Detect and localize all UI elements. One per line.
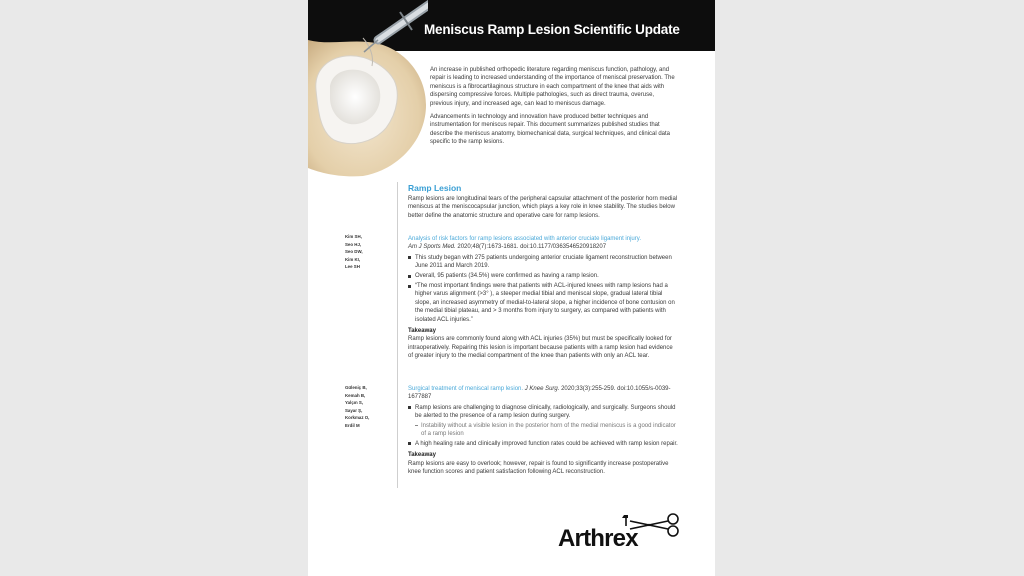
sub-bullets: [415, 422, 678, 439]
bullet-text: Ramp lesions are challenging to diagnose clinically, radiologically, and surgically. Surgeons should be alerted to the presence of a ramp lesion during surgery.: [415, 404, 676, 420]
study2-block: [408, 385, 678, 477]
list-item: This study began with 275 patients undergoing anterior cruciate ligament reconstruction between June 2011 and March 2019.: [408, 254, 678, 271]
study1-bullets: [408, 254, 678, 324]
study1-takeaway-text: Ramp lesions are commonly found along with ACL injuries (35%) but must be specifically looked for intraoperatively. Repairing this lesion is important because patients with a ramp lesion had evidence of greater injury to the medial compartment of the knee than patients with only an ACL tear.: [408, 336, 673, 360]
author: Seo DW,: [345, 249, 363, 255]
study2-bullets: [408, 404, 678, 449]
list-item: [408, 404, 678, 439]
intro-section: [430, 66, 676, 152]
author: Lee SH: [345, 264, 360, 270]
scissors-icon: [616, 512, 682, 538]
author: Kim KI,: [345, 256, 361, 262]
column-divider: [397, 182, 398, 488]
author: Seo HJ,: [345, 241, 362, 247]
study1-reference: [408, 235, 678, 252]
list-item: A high healing rate and clinically improved function rates could be achieved with ramp lesion repair.: [408, 440, 678, 448]
study2-takeaway-heading: Takeaway: [408, 452, 436, 459]
author: Güleniç B,: [345, 385, 367, 390]
study1-journal: Am J Sports Med.: [408, 244, 456, 251]
author: Yalçın S,: [345, 400, 364, 406]
section-heading-ramp-lesion: Ramp Lesion: [408, 183, 462, 193]
study2-journal: J Knee Surg.: [524, 386, 560, 392]
author: Sayar Ş,: [345, 407, 363, 413]
study1-citation: 2020;48(7):1673-1681. doi:10.1177/0363546520918207: [455, 244, 607, 251]
study2-reference: [408, 385, 678, 402]
logo-wordmark: Arthrex: [558, 525, 638, 552]
study2-takeaway-text: Ramp lesions are easy to overlook; however, repair is found to significantly increase postoperative knee function scores and patient satisfaction following ACL reconstruction.: [408, 460, 669, 476]
author: Kim SH,: [345, 234, 362, 239]
ramp-lesion-description: Ramp lesions are longitudinal tears of the peripheral capsular attachment of the posterior horn medial meniscus at the meniscocapsular junction, which plays a key role in knee stability. The studies below better define the anatomic structure and operative care for ramp lesions.: [408, 196, 678, 219]
study1-article-link[interactable]: Analysis of risk factors for ramp lesions associated with anterior cruciate ligament injury.: [408, 236, 641, 242]
list-item: Overall, 95 patients (34.5%) were confirmed as having a ramp lesion.: [408, 272, 678, 280]
sub-list-item: Instability without a visible lesion in the posterior horn of the medial meniscus is a good indicator of a ramp lesion: [415, 422, 678, 439]
list-item: “The most important findings were that patients with ACL-injured knees with ramp lesions had a higher varus alignment (>3° ), a steeper medial tibial and meniscal slope, gradual lateral tibial slope, an increased asymmetry of medial-to-lateral slope, a higher incidence of bone contusion on the medial tibial plateau, and > 3 months from injury to surgery, as compared with patients with isolated ACL injuries.”: [408, 282, 678, 324]
study2-citation: 2020;33(3):255-259. doi:10.1055/s-0039-1677887: [408, 386, 671, 401]
author: Erdil M: [345, 422, 360, 428]
study1-block: [408, 235, 678, 361]
arthrex-logo: [558, 512, 683, 552]
page-title: Meniscus Ramp Lesion Scientific Update: [424, 22, 680, 37]
author: Kemah B,: [345, 392, 366, 398]
meniscus-illustration: [308, 0, 428, 178]
study1-authors: [345, 233, 385, 271]
study1-takeaway-heading: Takeaway: [408, 328, 436, 335]
author: Korkmaz O,: [345, 415, 370, 421]
study2-article-link[interactable]: Surgical treatment of meniscal ramp lesion.: [408, 386, 524, 392]
intro-paragraph-1: An increase in published orthopedic literature regarding meniscus function, pathology, and repair is leading to increased understanding of the importance of meniscal preservation. The meniscus is a fibrocartilaginous structure in each compartment of the knee that aids with dispersing compressive forces. Multiple pathologies, such as direct trauma, overuse, previous injury, and increased age, can lead to meniscus damage.: [430, 67, 675, 107]
study2-authors: [345, 384, 385, 430]
intro-paragraph-2: Advancements in technology and innovation have produced better techniques and instrumentation for meniscus repair. This document summarizes published studies that describe the meniscus anatomy, biomechanical data, surgical techniques, and clinical data specific to the ramp lesions.: [430, 114, 671, 146]
document-page: [308, 0, 715, 576]
